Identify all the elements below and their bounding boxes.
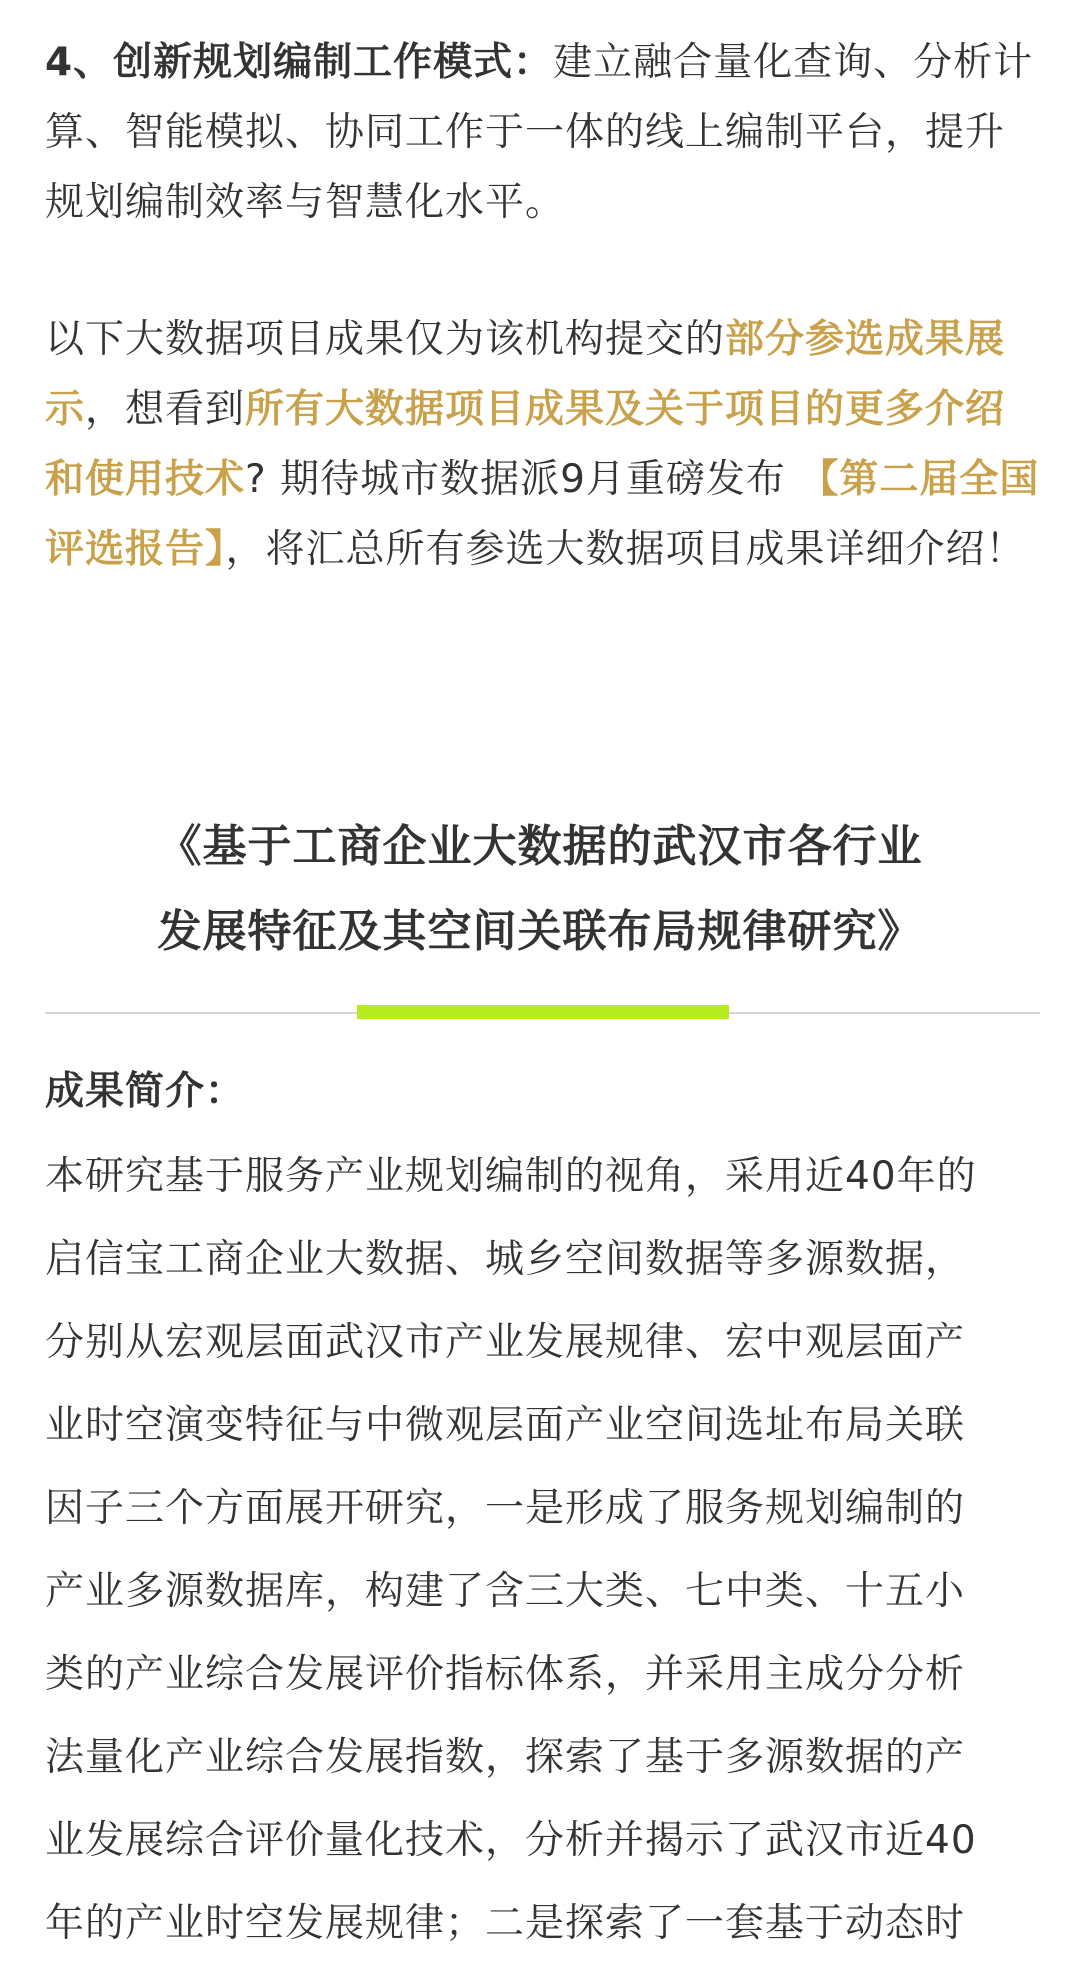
intro-text-1: 以下大数据项目成果仅为该机构提交的 <box>45 317 726 362</box>
intro-highlight-2: 所有大数据项目成果及关于项目的更多介绍和使用技术 <box>45 387 1006 502</box>
item4-heading: 4、创新规划编制工作模式： <box>45 40 554 85</box>
summary-line: 启信宝工商企业大数据、城乡空间数据等多源数据， <box>45 1237 966 1282</box>
summary-line: 类的产业综合发展评价指标体系，并采用主成分分析 <box>45 1652 966 1697</box>
summary-line: 业时空演变特征与中微观层面产业空间选址布局关联 <box>45 1403 966 1448</box>
summary-body <box>45 1135 1040 1965</box>
summary-line: 分别从宏观层面武汉市产业发展规律、宏中观层面产 <box>45 1320 966 1365</box>
summary-line: 法量化产业综合发展指数，探索了基于多源数据的产 <box>45 1735 966 1780</box>
summary-label: 成果简介： <box>45 1069 246 1114</box>
project-title-line1: 《基于工商企业大数据的武汉市各行业 <box>157 821 923 872</box>
summary-line: 年的产业时空发展规律；二是探索了一套基于动态时 <box>45 1901 966 1946</box>
intro-text-3: ? 期待城市数据派9月重磅发布 <box>245 457 800 502</box>
project-title-line2: 发展特征及其空间关联布局规律研究》 <box>157 906 923 957</box>
summary-line: 业发展综合评价量化技术，分析并揭示了武汉市近40 <box>45 1818 977 1863</box>
intro-text-4: ，将汇总所有参选大数据项目成果详细介绍！ <box>225 527 1026 572</box>
summary-line: 因子三个方面展开研究，一是形成了服务规划编制的 <box>45 1486 966 1531</box>
intro-highlight-3: 【第二届全国评选报告】 <box>45 457 1040 572</box>
summary-line: 本研究基于服务产业规划编制的视角，采用近40年的 <box>45 1154 977 1199</box>
intro-paragraph <box>45 305 1040 585</box>
summary-line: 产业多源数据库，构建了含三大类、七中类、十五小 <box>45 1569 966 1614</box>
item4-paragraph <box>45 28 1040 238</box>
accent-bar <box>357 1005 729 1019</box>
intro-highlight-1: 部分参选成果展示 <box>45 317 1006 432</box>
intro-text-2: ，想看到 <box>85 387 246 432</box>
item4-text: 建立融合量化查询、分析计算、智能模拟、协同工作于一体的线上编制平台，提升规划编制效率与智慧化水平。 <box>45 40 1034 225</box>
